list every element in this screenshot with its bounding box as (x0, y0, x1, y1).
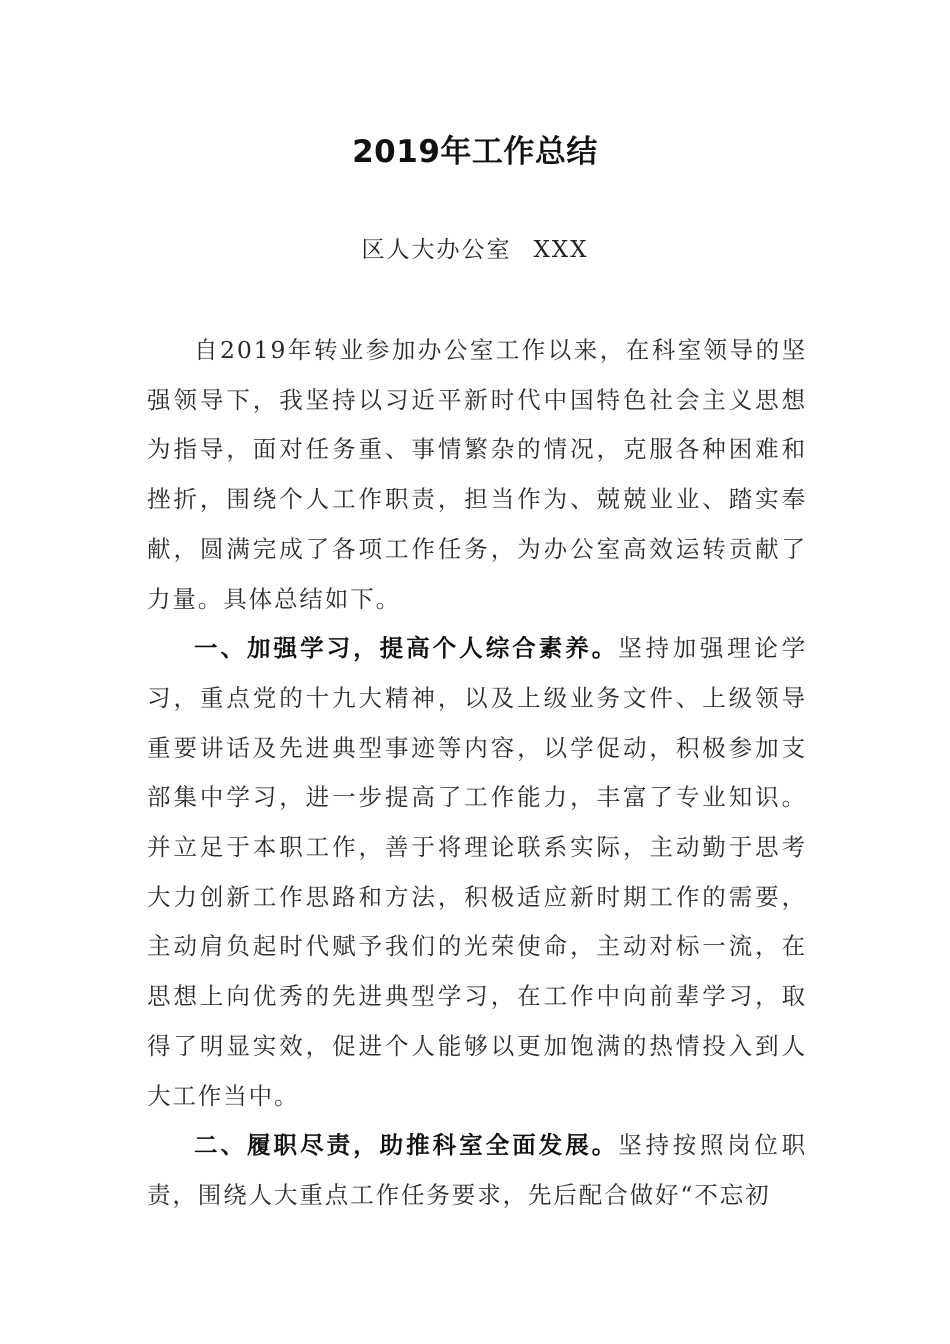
author-unit: 区人大办公室 (361, 237, 512, 263)
paragraph-section-1 (147, 624, 807, 1121)
section-1-text: 坚持加强理论学习，重点党的十九大精神，以及上级业务文件、上级领导重要讲话及先进典型事迹等内容，以学促动，积极参加支部集中学习，进一步提高了工作能力，丰富了专业知识。并立足于本职工作，善于将理论联系实际，主动勤于思考大力创新工作思路和方法，积极适应新时期工作的需要，主动肩负起时代赋予我们的光荣使命，主动对标一流，在思想上向优秀的先进典型学习，在工作中向前辈学习，取得了明显实效，促进个人能够以更加饱满的热情投入到人大工作当中。 (147, 634, 807, 1110)
author-line (0, 230, 950, 270)
paragraph-intro-text: 自2019年转业参加办公室工作以来，在科室领导的坚强领导下，我坚持以习近平新时代中国特色社会主义思想为指导，面对任务重、事情繁杂的情况，克服各种困难和挫折，围绕个人工作职责，担当作为、兢兢业业、踏实奉献，圆满完成了各项工作任务，为办公室高效运转贡献了力量。具体总结如下。 (147, 336, 807, 613)
section-2-text: 坚持按照岗位职责，围绕人大重点工作任务要求，先后配合做好“不忘初 (147, 1131, 807, 1209)
section-1-heading: 一、加强学习，提高个人综合素养。 (194, 634, 619, 663)
document-title: 2019年工作总结 (352, 134, 598, 170)
paragraph-section-2 (147, 1121, 807, 1220)
document-body (147, 326, 807, 1221)
author-name: XXX (533, 237, 589, 263)
paragraph-intro (147, 326, 807, 624)
section-2-heading: 二、履职尽责，助推科室全面发展。 (194, 1131, 619, 1160)
